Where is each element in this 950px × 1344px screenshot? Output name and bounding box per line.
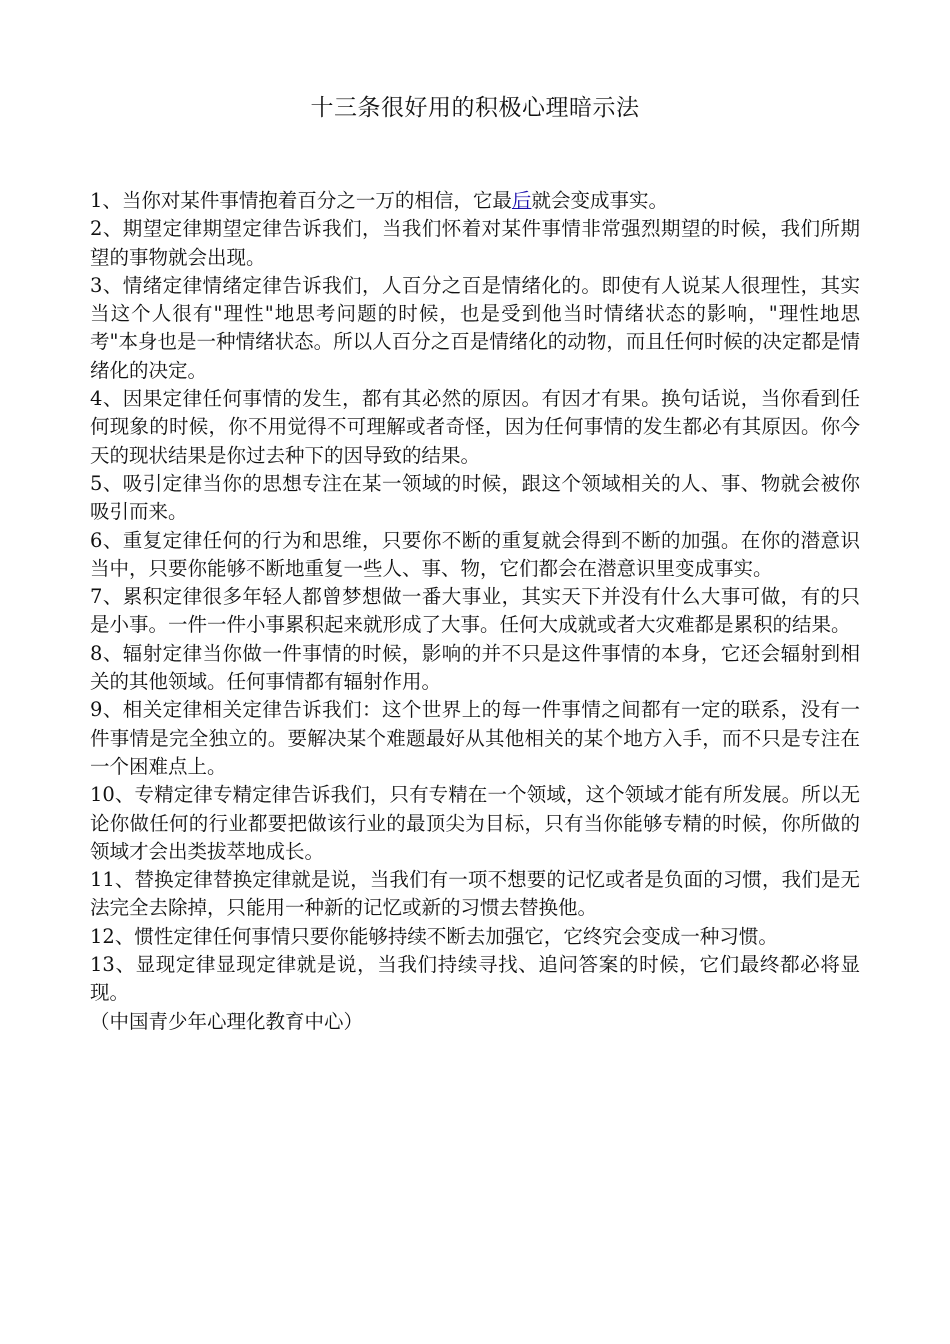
item-text: 就会变成事实。 [531, 189, 668, 212]
list-item: 4、因果定律任何事情的发生，都有其必然的原因。有因才有果。换句话说，当你看到任何现象的时候，你不用觉得不可理解或者奇怪，因为任何事情的发生都必有其原因。你今天的现状结果是你过去种下的因导致的结果。 [90, 387, 860, 467]
list-item: 3、情绪定律情绪定律告诉我们，人百分之百是情绪化的。即使有人说某人很理性，其实当这个人很有"理性"地思考问题的时候，也是受到他当时情绪状态的影响，"理性地思考"本身也是一种情绪状态。所以人百分之百是情绪化的动物，而且任何时候的决定都是情绪化的决定。 [90, 273, 860, 382]
list-item: 12、惯性定律任何事情只要你能够持续不断去加强它，它终究会变成一种习惯。 [90, 924, 778, 948]
list-item: 7、累积定律很多年轻人都曾梦想做一番大事业，其实天下并没有什么大事可做，有的只是小事。一件一件小事累积起来就形成了大事。任何大成就或者大灾难都是累积的结果。 [90, 585, 860, 637]
list-item: 6、重复定律任何的行为和思维，只要你不断的重复就会得到不断的加强。在你的潜意识当中，只要你能够不断地重复一些人、事、物，它们都会在潜意识里变成事实。 [90, 528, 860, 580]
inline-link[interactable]: 后 [511, 189, 532, 212]
list-item: 13、显现定律显现定律就是说，当我们持续寻找、追问答案的时候，它们最终都必将显现。 [90, 953, 860, 1005]
list-item [90, 187, 860, 215]
list-item: 11、替换定律替换定律就是说，当我们有一项不想要的记忆或者是负面的习惯，我们是无法完全去除掉，只能用一种新的记忆或新的习惯去替换他。 [90, 868, 860, 920]
list-item: 10、专精定律专精定律告诉我们，只有专精在一个领域，这个领域才能有所发展。所以无论你做任何的行业都要把做该行业的最顶尖为目标，只有当你能够专精的时候，你所做的领域才会出类拔萃地成长。 [90, 783, 860, 863]
list-item: 9、相关定律相关定律告诉我们：这个世界上的每一件事情之间都有一定的联系，没有一件事情是完全独立的。要解决某个难题最好从其他相关的某个地方入手，而不只是专注在一个困难点上。 [90, 698, 860, 778]
item-text: 1、当你对某件事情抱着百分之一万的相信，它最 [90, 189, 512, 212]
source-note: （中国青少年心理化教育中心） [90, 1009, 364, 1033]
list-item: 8、辐射定律当你做一件事情的时候，影响的并不只是这件事情的本身，它还会辐射到相关的其他领域。任何事情都有辐射作用。 [90, 641, 860, 694]
list-item: 2、期望定律期望定律告诉我们，当我们怀着对某件事情非常强烈期望的时候，我们所期望的事物就会出现。 [90, 217, 860, 269]
list-item: 5、吸引定律当你的思想专注在某一领域的时候，跟这个领域相关的人、事、物就会被你吸引而来。 [90, 471, 860, 524]
document-title: 十三条很好用的积极心理暗示法 [310, 95, 640, 121]
document-body [90, 187, 860, 1036]
